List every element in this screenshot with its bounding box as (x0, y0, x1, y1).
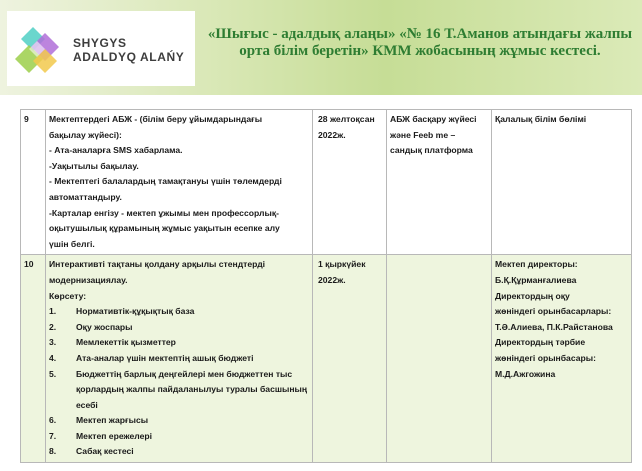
activity-cell (46, 255, 313, 463)
list-item (49, 413, 309, 429)
item-number: 3. (49, 337, 57, 348)
activity-line: -Карталар енгізу - мектеп ұжымы мен профессорлық- (49, 207, 279, 218)
activity-line: -Уақытылы бақылау. (49, 160, 139, 171)
display-items-list (49, 304, 309, 460)
item-number: 1. (49, 306, 57, 317)
date-line: 1 қыркүйек (318, 259, 366, 270)
activity-line: оқытушылық құрамының жұмыс уақытын есепке алу (49, 223, 280, 234)
item-text: Бюджеттің барлық деңгейлері мен бюджеттен тыс қорлардың жалпы пайдаланылуы туралы басшының есебі (76, 368, 308, 410)
date-cell (313, 255, 387, 463)
result-cell (387, 110, 492, 255)
result-line: және Feeb me – (390, 129, 456, 140)
logo-line-1: SHYGYS (73, 36, 127, 50)
logo-mark-icon (15, 23, 67, 75)
item-number: 6. (49, 415, 57, 426)
item-number: 7. (49, 430, 57, 441)
responsible-line: Б.Қ.Құрманғалиева (495, 274, 577, 285)
activity-line: - Ата-аналарға SMS хабарлама. (49, 145, 183, 156)
responsible-line: Директордың оқу (495, 290, 570, 301)
header-banner (0, 0, 642, 95)
item-text: Мемлекеттік қызметтер (76, 337, 176, 348)
list-item (49, 304, 309, 320)
item-text: Нормативтік-құқықтық база (76, 306, 195, 317)
result-line: АБЖ басқару жүйесі (390, 114, 477, 124)
logo-line-2: ADALDYQ ALAŃY (73, 50, 185, 64)
responsible-line: Қалалық білім бөлімі (495, 114, 587, 124)
list-item (49, 444, 309, 460)
item-text: Оқу жоспары (76, 321, 133, 332)
activity-line: автоматтандыру. (49, 191, 122, 202)
activity-line: бақылау жүйесі): (49, 129, 122, 140)
item-text: Мектеп жарғысы (76, 415, 149, 426)
responsible-cell (492, 110, 632, 255)
page-title: «Шығыс - адалдық алаңы» «№ 16 Т.Аманов атындағы жалпы орта білім беретін» КММ жобасының жұмыс кестесі. (207, 26, 633, 59)
logo (7, 11, 195, 86)
item-number: 5. (49, 368, 57, 379)
item-number: 8. (49, 446, 57, 457)
activity-line: - Мектептегі балалардың тамақтануы үшін төлемдерді (49, 176, 282, 187)
date-line: 2022ж. (318, 129, 346, 140)
list-item (49, 351, 309, 367)
list-item (49, 335, 309, 351)
list-item (49, 429, 309, 445)
row-number: 10 (21, 255, 46, 463)
logo-text (73, 36, 193, 64)
table-row (21, 255, 632, 463)
item-text: Ата-аналар үшін мектептің ашық бюджеті (76, 352, 254, 363)
table-row (21, 110, 632, 255)
list-item (49, 367, 309, 414)
activity-line: үшін белгі. (49, 238, 95, 249)
activity-cell (46, 110, 313, 255)
row-number: 9 (21, 110, 46, 255)
item-number: 4. (49, 352, 57, 363)
date-line: 28 желтоқсан (318, 114, 375, 124)
responsible-line: Мектеп директоры: (495, 259, 578, 270)
item-text: Мектеп ережелері (76, 430, 153, 441)
responsible-line: М.Д.Ажгожина (495, 368, 556, 379)
responsible-line: Т.Ә.Алиева, П.К.Райстанова (495, 321, 613, 332)
responsible-cell (492, 255, 632, 463)
responsible-line: жөніндегі орынбасары: (495, 352, 596, 363)
activity-line: Көрсету: (49, 290, 87, 301)
responsible-line: жөніндегі орынбасарлары: (495, 306, 612, 317)
date-cell (313, 110, 387, 255)
item-text: Сабақ кестесі (76, 446, 134, 457)
list-item (49, 320, 309, 336)
item-number: 2. (49, 321, 57, 332)
date-line: 2022ж. (318, 274, 346, 285)
result-line: сандық платформа (390, 145, 473, 156)
activity-line: модернизациялау. (49, 274, 128, 285)
activity-line: Мектептердегі АБЖ - (білім беру ұйымдарындағы (49, 114, 263, 124)
schedule-table (20, 109, 632, 463)
result-cell (387, 255, 492, 463)
responsible-line: Директордың тәрбие (495, 337, 586, 348)
activity-line: Интерактивті тақтаны қолдану арқылы стендтерді (49, 259, 266, 270)
